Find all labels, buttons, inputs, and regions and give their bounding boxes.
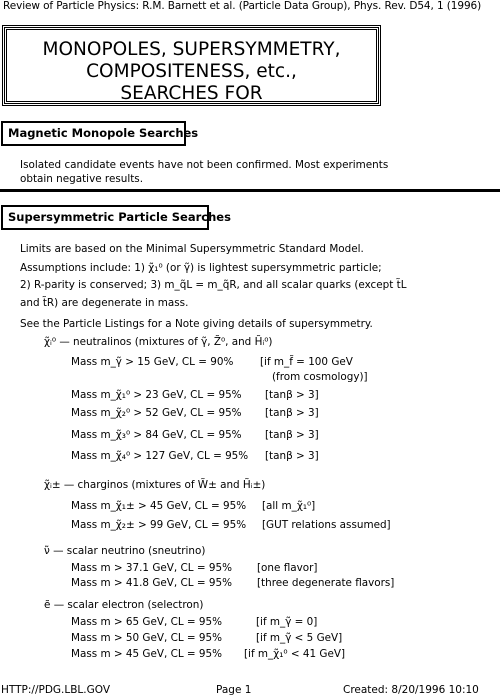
monopole-text-1: Isolated candidate events have not been confirmed. Most experiments [20, 159, 389, 171]
sneutrino-row-2-cond: [three degenerate flavors] [257, 577, 395, 589]
neutralino-row-4-cond: [tanβ > 3] [265, 407, 319, 419]
neutralino-row-5-cond: [tanβ > 3] [265, 429, 319, 441]
neutralino-row-6-mass: Mass m_χ̃₄⁰ > 127 GeV, CL = 95% [71, 450, 249, 462]
susy-intro-1: Limits are based on the Minimal Supersymmetric Standard Model. [20, 243, 364, 255]
title-line-1: MONOPOLES, SUPERSYMMETRY, [42, 39, 341, 60]
charginos-heading: χ̃ᵢ± — charginos (mixtures of W̃± and H̃ᵢ±) [44, 479, 266, 491]
footer-url: HTTP://PDG.LBL.GOV [1, 684, 111, 696]
sneutrino-row-2-mass: Mass m > 41.8 GeV, CL = 95% [71, 577, 232, 589]
selectron-row-3-mass: Mass m > 45 GeV, CL = 95% [71, 648, 223, 660]
selectron-row-1-mass: Mass m > 65 GeV, CL = 95% [71, 616, 223, 628]
selectron-row-2-mass: Mass m > 50 GeV, CL = 95% [71, 632, 223, 644]
running-head: Review of Particle Physics: R.M. Barnett et al. (Particle Data Group), Phys. Rev. D54, 1 (1996) [3, 0, 482, 12]
susy-section-heading: Supersymmetric Particle Searches [1, 205, 209, 230]
title-line-3: SEARCHES FOR [120, 83, 263, 104]
susy-intro-3: 2) R-parity is conserved; 3) m_q̃L = m_q̃R, and all scalar quarks (except t̃L [20, 279, 407, 291]
neutralino-row-3-mass: Mass m_χ̃₁⁰ > 23 GeV, CL = 95% [71, 389, 242, 401]
chargino-row-1-cond: [all m_χ̃₁⁰] [262, 500, 316, 512]
chargino-row-2-mass: Mass m_χ̃₂± > 99 GeV, CL = 95% [71, 519, 247, 531]
susy-intro-5: See the Particle Listings for a Note giving details of supersymmetry. [20, 318, 373, 330]
neutralino-row-1-mass: Mass m_γ̃ > 15 GeV, CL = 90% [71, 356, 234, 368]
susy-intro-2: Assumptions include: 1) χ̃₁⁰ (or γ̃) is lightest supersymmetric particle; [20, 262, 382, 274]
neutralino-row-3-cond: [tanβ > 3] [265, 389, 319, 401]
neutralino-row-2-cond: (from cosmology)] [272, 371, 368, 383]
footer-created-date: Created: 8/20/1996 10:10 [343, 684, 479, 696]
neutralino-row-1-cond: [if m_f̃ = 100 GeV [260, 356, 353, 368]
monopole-text-2: obtain negative results. [20, 173, 144, 185]
selectron-row-1-cond: [if m_γ̃ = 0] [256, 616, 318, 628]
sneutrino-row-1-cond: [one flavor] [257, 562, 318, 574]
chargino-row-2-cond: [GUT relations assumed] [262, 519, 391, 531]
section-divider [0, 189, 500, 192]
neutralinos-heading: χ̃ᵢ⁰ — neutralinos (mixtures of γ̃, Z̃⁰, and H̃ᵢ⁰) [44, 336, 273, 348]
chargino-row-1-mass: Mass m_χ̃₁± > 45 GeV, CL = 95% [71, 500, 247, 512]
selectron-row-3-cond: [if m_χ̃₁⁰ < 41 GeV] [244, 648, 345, 660]
sneutrino-heading: ν̃ — scalar neutrino (sneutrino) [44, 545, 206, 557]
neutralino-row-6-cond: [tanβ > 3] [265, 450, 319, 462]
title-line-2: COMPOSITENESS, etc., [86, 61, 297, 82]
monopole-section-heading: Magnetic Monopole Searches [1, 121, 186, 146]
title-box [4, 27, 379, 104]
susy-intro-4: and t̃R) are degenerate in mass. [20, 297, 189, 309]
selectron-heading: ẽ — scalar electron (selectron) [44, 599, 204, 611]
selectron-row-2-cond: [if m_γ̃ < 5 GeV] [256, 632, 343, 644]
neutralino-row-4-mass: Mass m_χ̃₂⁰ > 52 GeV, CL = 95% [71, 407, 242, 419]
sneutrino-row-1-mass: Mass m > 37.1 GeV, CL = 95% [71, 562, 232, 574]
neutralino-row-5-mass: Mass m_χ̃₃⁰ > 84 GeV, CL = 95% [71, 429, 242, 441]
footer-page-number: Page 1 [216, 684, 252, 696]
